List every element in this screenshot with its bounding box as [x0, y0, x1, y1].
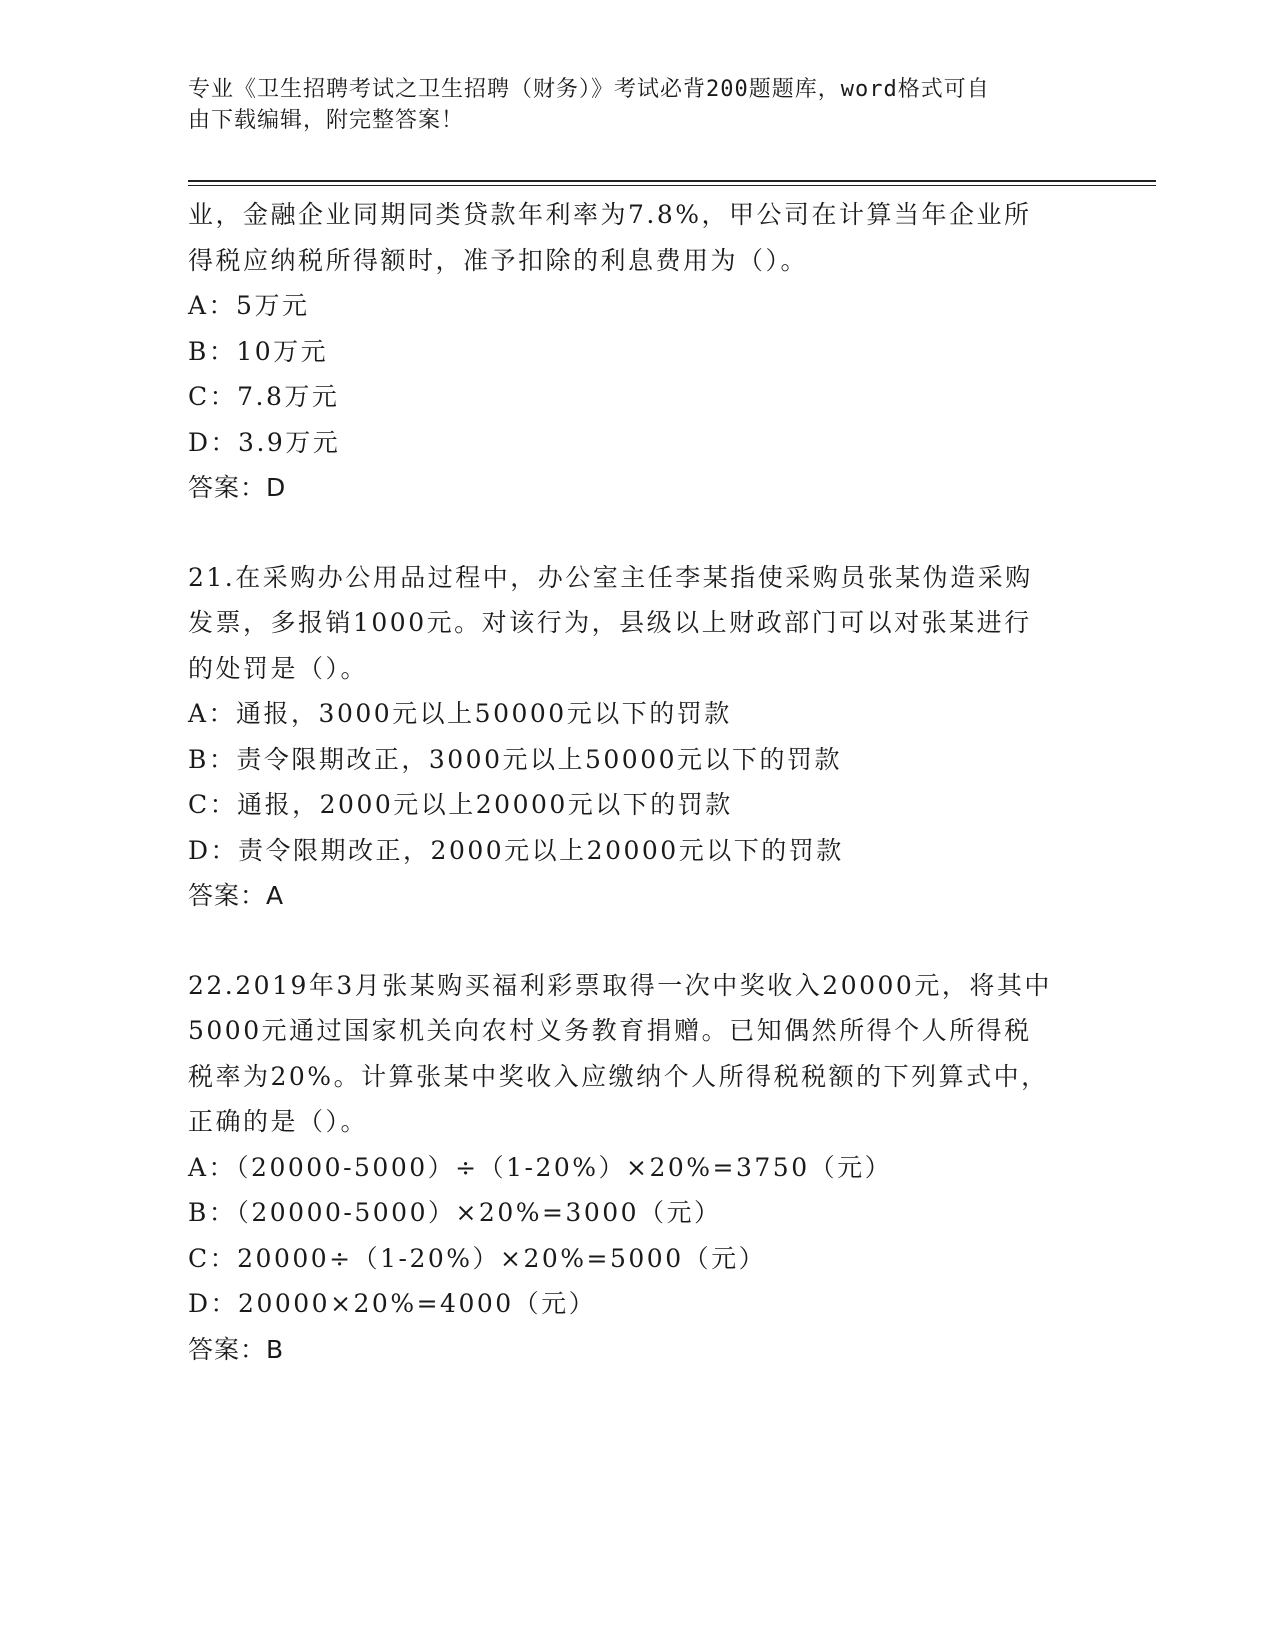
header-title-line-1: 专业《卫生招聘考试之卫生招聘（财务）》考试必背200题题库，word格式可自 [188, 77, 990, 102]
option-d: D：3.9万元 [188, 427, 341, 457]
question-20 [188, 192, 1088, 511]
question-21 [188, 555, 1088, 919]
question-stem-line: 正确的是（）。 [188, 1107, 369, 1136]
question-stem-line: 发票，多报销1000元。对该行为，县级以上财政部门可以对张某进行 [188, 608, 1032, 637]
question-spacer [188, 919, 1088, 963]
option-d: D：20000×20%=4000（元） [188, 1289, 597, 1318]
question-stem-line: 业，金融企业同期同类贷款年利率为7.8%，甲公司在计算当年企业所 [188, 200, 1032, 229]
document-header [188, 74, 1088, 136]
question-stem-line: 税率为20%。计算张某中奖收入应缴纳个人所得税税额的下列算式中， [188, 1061, 1049, 1091]
header-divider-thick [188, 180, 1156, 182]
option-c: C：7.8万元 [188, 382, 340, 411]
option-b: B：（20000-5000）×20%=3000（元） [188, 1198, 722, 1227]
question-stem-line: 的处罚是（）。 [188, 653, 369, 683]
answer-label: 答案：B [188, 1334, 285, 1364]
answer-label: 答案：D [188, 473, 287, 502]
question-stem-line: 5000元通过国家机关向农村义务教育捐赠。已知偶然所得个人所得税 [188, 1016, 1032, 1045]
option-d: D：责令限期改正，2000元以上20000元以下的罚款 [188, 835, 844, 865]
option-a: A：通报，3000元以上50000元以下的罚款 [188, 699, 732, 728]
option-b: B：责令限期改正，3000元以上50000元以下的罚款 [188, 744, 843, 774]
answer-label: 答案：A [188, 881, 285, 910]
question-stem-line: 21.在采购办公用品过程中，办公室主任李某指使采购员张某伪造采购 [188, 562, 1033, 592]
question-stem-line: 得税应纳税所得额时，准予扣除的利息费用为（）。 [188, 245, 809, 275]
option-a: A：5万元 [188, 291, 310, 320]
header-divider-thin [188, 185, 1156, 186]
option-a: A：（20000-5000）÷（1-20%）×20%=3750（元） [188, 1152, 893, 1182]
question-list [188, 192, 1088, 1372]
question-spacer [188, 511, 1088, 555]
question-stem-line: 22.2019年3月张某购买福利彩票取得一次中奖收入20000元，将其中 [188, 970, 1052, 1000]
header-title-line-2: 由下载编辑，附完整答案！ [188, 108, 465, 133]
option-c: C：通报，2000元以上20000元以下的罚款 [188, 790, 733, 819]
option-c: C：20000÷（1-20%）×20%=5000（元） [188, 1243, 767, 1273]
question-22 [188, 963, 1088, 1373]
option-b: B：10万元 [188, 336, 329, 366]
